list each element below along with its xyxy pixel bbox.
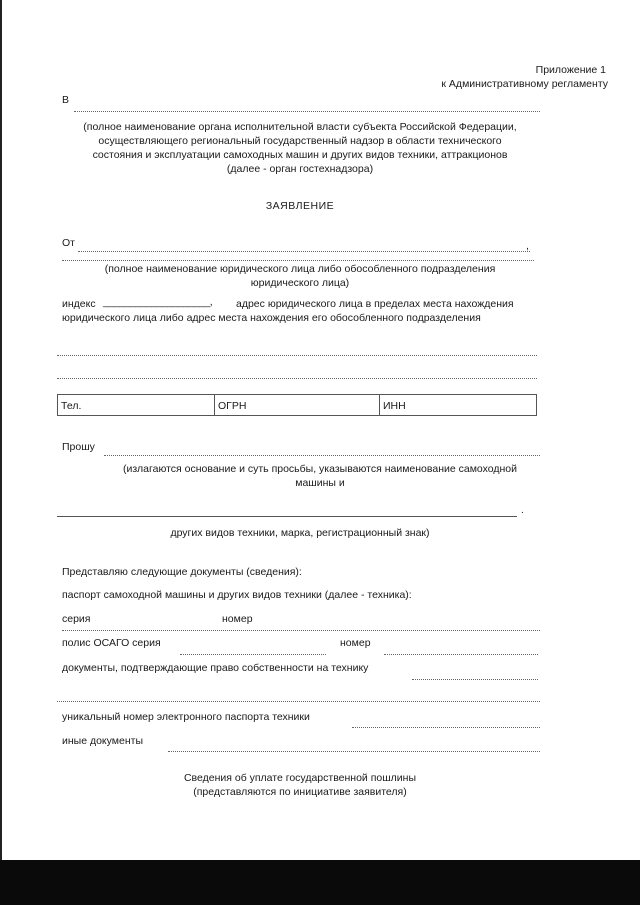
scan-left-edge (0, 0, 2, 860)
inn-label: ИНН (383, 400, 406, 412)
address-line-2: юридического лица либо адрес места нахождения его обособленного подразделения (62, 312, 481, 324)
tel-label: Тел. (61, 400, 82, 412)
recipient-hint-1: (полное наименование органа исполнительной власти субъекта Российской Федерации, (83, 121, 517, 133)
recipient-hint-2: осуществляющего региональный государственный надзор в области технического (98, 135, 502, 147)
applicant-hint-1: (полное наименование юридического лица либо обособленного подразделения (104, 263, 496, 275)
ownership-docs-field-line-2[interactable] (57, 701, 540, 702)
request-field-line-2[interactable] (57, 516, 517, 517)
applicant-field-line-2[interactable] (62, 260, 534, 261)
osago-series-field[interactable] (180, 654, 326, 655)
appendix-number: Приложение 1 (535, 64, 606, 76)
other-docs-label: иные документы (62, 735, 143, 747)
passport-series-label: серия (62, 613, 91, 625)
appendix-reference: к Административному регламенту (441, 78, 608, 90)
recipient-prefix: В (62, 94, 70, 106)
ownership-docs-field[interactable] (412, 679, 538, 680)
index-label: индекс (62, 298, 96, 310)
address-line-1: адрес юридического лица в пределах места нахождения (236, 298, 514, 310)
osago-number-label: номер (340, 637, 371, 649)
epassport-field[interactable] (352, 727, 540, 728)
applicant-prefix: От (62, 237, 75, 249)
address-field-line-1[interactable] (57, 355, 537, 356)
epassport-label: уникальный номер электронного паспорта техники (62, 711, 310, 723)
tel-cell[interactable] (58, 395, 215, 415)
recipient-field[interactable] (74, 111, 540, 112)
request-prefix: Прошу (62, 441, 95, 453)
passport-series-number-field[interactable] (62, 630, 540, 631)
ogrn-cell[interactable] (215, 395, 380, 415)
osago-number-field[interactable] (384, 654, 538, 655)
applicant-comma: , (526, 240, 529, 252)
applicant-field[interactable] (78, 251, 530, 252)
request-period: . (521, 504, 524, 516)
request-hint-1: (излагаются основание и суть просьбы, указываются наименование самоходной (122, 463, 518, 475)
fee-note: (представляются по инициативе заявителя) (193, 786, 407, 798)
fee-title: Сведения об уплате государственной пошлины (183, 772, 417, 784)
other-docs-field[interactable] (168, 751, 540, 752)
documents-intro: Представляю следующие документы (сведения): (62, 566, 302, 578)
index-field[interactable]: ____________________, (103, 296, 213, 308)
contacts-table (57, 394, 537, 416)
ownership-docs-label: документы, подтверждающие право собственности на технику (62, 662, 369, 674)
passport-number-label: номер (222, 613, 253, 625)
recipient-hint-3: состояния и эксплуатации самоходных машин и других видов техники, аттракционов (92, 149, 508, 161)
request-hint-2: машины и (295, 477, 345, 489)
inn-cell[interactable] (380, 395, 536, 415)
osago-series-label: полис ОСАГО серия (62, 637, 161, 649)
request-field[interactable] (104, 455, 540, 456)
document-title: ЗАЯВЛЕНИЕ (265, 200, 335, 212)
scan-bottom-edge (0, 860, 640, 905)
applicant-hint-2: юридического лица) (250, 277, 350, 289)
recipient-hint-4: (далее - орган гостехнадзора) (226, 163, 374, 175)
ogrn-label: ОГРН (218, 400, 247, 412)
passport-label: паспорт самоходной машины и других видов техники (далее - техника): (62, 589, 412, 601)
address-field-line-2[interactable] (57, 378, 537, 379)
request-hint-3: других видов техники, марка, регистрационный знак) (170, 527, 430, 539)
